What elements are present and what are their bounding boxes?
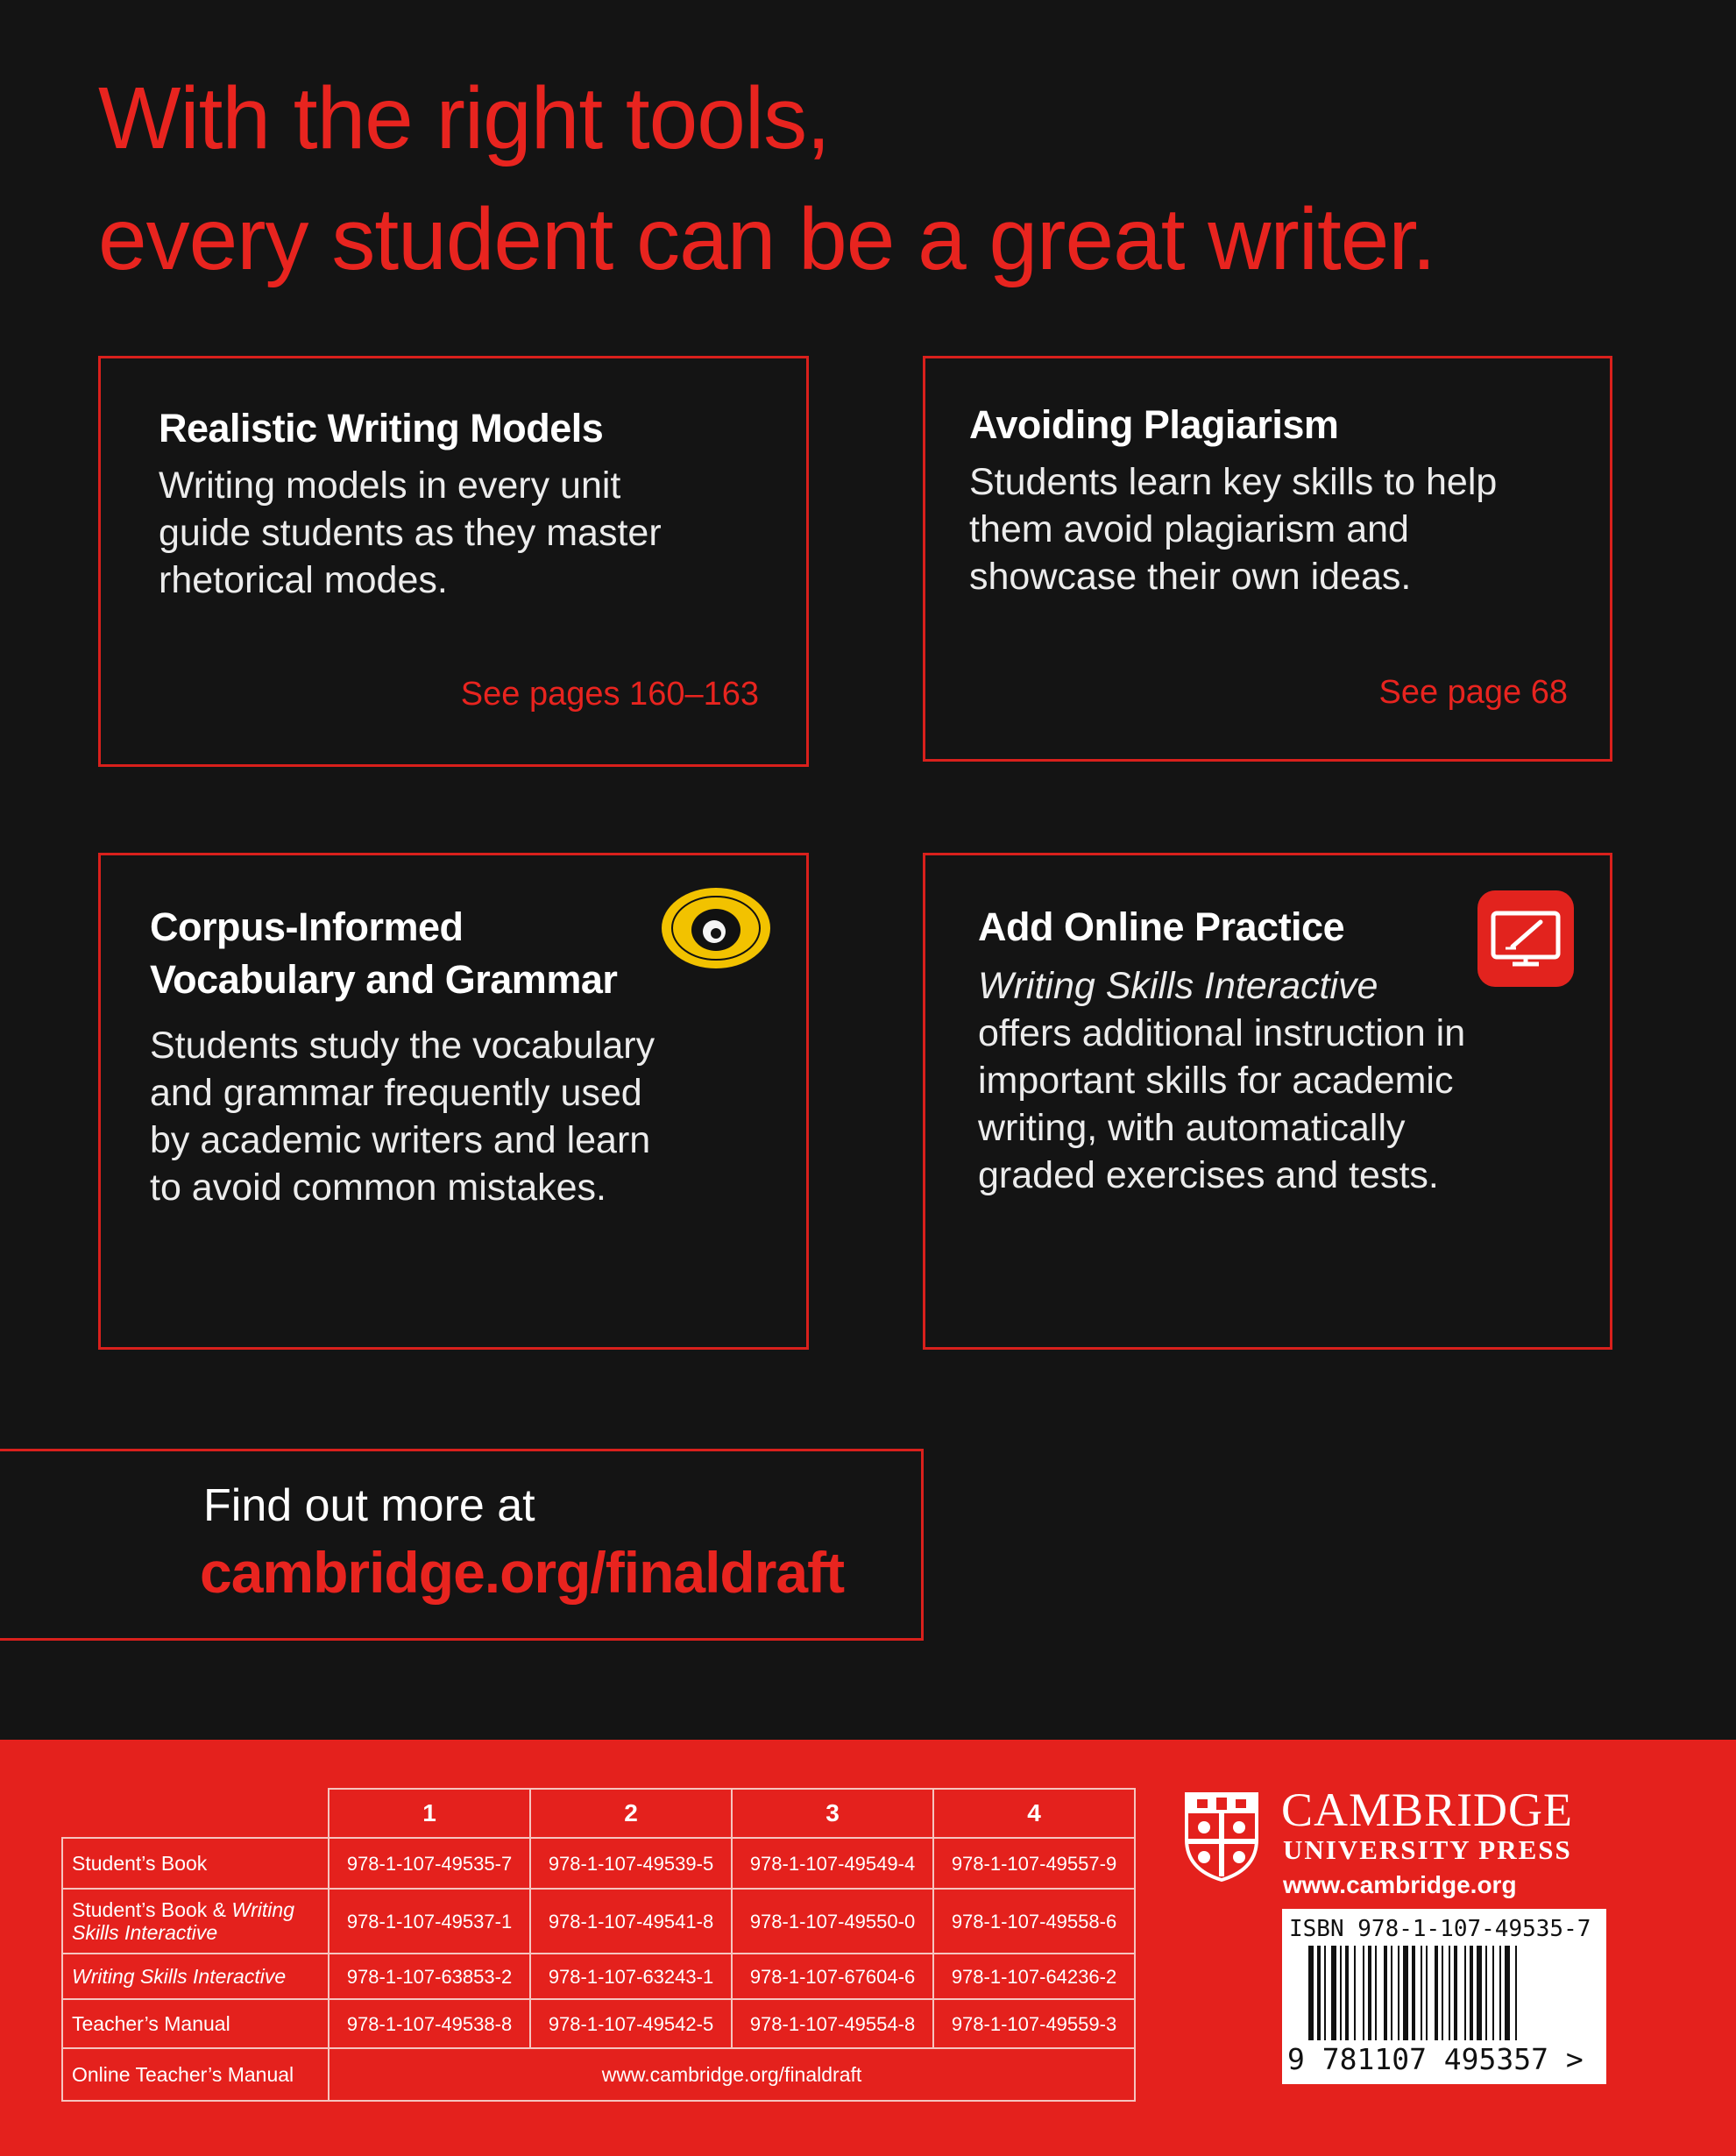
isbn-cell: 978-1-107-63243-1 [530,1954,732,1999]
see-pages-reference: See page 68 [1378,674,1568,711]
isbn-cell: 978-1-107-49538-8 [329,1999,530,2048]
row-label: Online Teacher’s Manual [62,2048,329,2101]
isbn-cell: 978-1-107-49549-4 [732,1838,933,1889]
find-out-more-box [0,1449,924,1641]
barcode-bar [1340,1946,1342,2040]
row-label: Student’s Book & Writing Skills Interactive [62,1889,329,1954]
body-line: graded exercises and tests. [978,1154,1439,1196]
barcode-bar [1354,1946,1356,2040]
body-line: Writing models in every unit [159,465,621,507]
feature-box-plagiarism [923,356,1612,762]
cambridge-crest-icon [1183,1791,1260,1882]
isbn-cell: 978-1-107-49541-8 [530,1889,732,1954]
feature-body [159,462,662,604]
level-header: 3 [732,1789,933,1838]
level-header: 4 [933,1789,1135,1838]
feature-body [969,458,1497,600]
isbn-cell: 978-1-107-49558-6 [933,1889,1135,1954]
feature-body [150,1022,655,1211]
barcode-bar [1485,1946,1487,2040]
corpus-seal-icon [660,886,772,970]
feature-title: Realistic Writing Models [159,406,604,450]
isbn-cell: 978-1-107-49557-9 [933,1838,1135,1889]
row-label: Student’s Book [62,1838,329,1889]
barcode-bar [1363,1946,1364,2040]
level-header: 1 [329,1789,530,1838]
headline [98,58,1435,300]
barcode-bar [1324,1946,1326,2040]
barcode-bar [1515,1946,1517,2040]
body-line: rhetorical modes. [159,559,448,601]
publisher-name: CAMBRIDGE [1281,1784,1574,1836]
feature-box-online-practice [923,853,1612,1350]
body-line: offers additional instruction in [978,1012,1466,1054]
barcode-bar [1435,1946,1438,2040]
barcode-bar [1454,1946,1457,2040]
barcode-bar [1449,1946,1450,2040]
barcode-bar [1391,1946,1392,2040]
barcode [1282,1909,1606,2084]
see-pages-reference: See pages 160–163 [460,676,759,713]
barcode-bar [1499,1946,1501,2040]
publisher-subtitle: UNIVERSITY PRESS [1283,1834,1572,1865]
barcode-bar [1368,1946,1371,2040]
body-line: and grammar frequently used [150,1072,642,1114]
isbn-cell: 978-1-107-49542-5 [530,1999,732,2048]
table-row [62,1999,1135,2048]
body-line: by academic writers and learn [150,1119,651,1161]
barcode-bar [1470,1946,1473,2040]
barcode-bar [1403,1946,1408,2040]
headline-line-2: every student can be a great writer. [98,190,1435,288]
isbn-cell: 978-1-107-49537-1 [329,1889,530,1954]
table-corner [62,1789,329,1838]
barcode-bar [1505,1946,1510,2040]
row-label: Writing Skills Interactive [62,1954,329,1999]
footer-band [0,1740,1736,2156]
isbn-cell: 978-1-107-67604-6 [732,1954,933,1999]
row-label: Teacher’s Manual [62,1999,329,2048]
product-name: Writing Skills Interactive [978,965,1378,1007]
barcode-bar [1308,1946,1314,2040]
barcode-digits: 9 781107 495357 > [1287,2042,1584,2076]
body-line: showcase their own ideas. [969,556,1412,598]
body-line: guide students as they master [159,512,662,554]
table-row [62,1838,1135,1889]
body-line: Students study the vocabulary [150,1025,655,1067]
isbn-cell: 978-1-107-49550-0 [732,1889,933,1954]
barcode-bar [1477,1946,1482,2040]
headline-line-1: With the right tools, [98,69,830,167]
find-out-more-text: Find out more at [203,1480,535,1531]
feature-title: Avoiding Plagiarism [969,402,1339,447]
online-manual-url[interactable]: www.cambridge.org/finaldraft [329,2048,1135,2101]
feature-body [978,962,1465,1199]
body-line: important skills for academic [978,1060,1454,1102]
body-line: Students learn key skills to help [969,461,1498,503]
website-link[interactable]: cambridge.org/finaldraft [200,1540,845,1605]
isbn-cell: 978-1-107-49539-5 [530,1838,732,1889]
barcode-bar [1421,1946,1422,2040]
title-line: Corpus-Informed [150,904,464,949]
barcode-bar [1442,1946,1443,2040]
barcode-bar [1464,1946,1466,2040]
barcode-bar [1492,1946,1494,2040]
table-row [62,1889,1135,1954]
publisher-url[interactable]: www.cambridge.org [1283,1871,1517,1898]
isbn-table [61,1788,1136,2102]
isbn-cell: 978-1-107-64236-2 [933,1954,1135,1999]
feature-title [150,901,655,1006]
table-row [62,1954,1135,1999]
barcode-bar [1412,1946,1415,2040]
barcode-bar [1426,1946,1428,2040]
table-row [62,2048,1135,2101]
isbn-cell: 978-1-107-63853-2 [329,1954,530,1999]
isbn-cell: 978-1-107-49554-8 [732,1999,933,2048]
monitor-pen-icon [1477,890,1574,987]
feature-box-corpus [98,853,809,1350]
barcode-bar [1317,1946,1321,2040]
isbn-cell: 978-1-107-49559-3 [933,1999,1135,2048]
barcode-bar [1331,1946,1336,2040]
isbn-cell: 978-1-107-49535-7 [329,1838,530,1889]
level-header: 2 [530,1789,732,1838]
body-line: writing, with automatically [978,1107,1406,1149]
barcode-bar [1345,1946,1349,2040]
body-line: them avoid plagiarism and [969,508,1409,550]
barcode-bar [1375,1946,1377,2040]
barcode-bar [1384,1946,1387,2040]
title-line: Vocabulary and Grammar [150,957,618,1002]
feature-title: Add Online Practice [978,904,1345,949]
barcode-bar [1398,1946,1399,2040]
isbn-text: ISBN 978-1-107-49535-7 [1289,1916,1591,1942]
body-line: to avoid common mistakes. [150,1167,606,1209]
feature-box-writing-models [98,356,809,767]
